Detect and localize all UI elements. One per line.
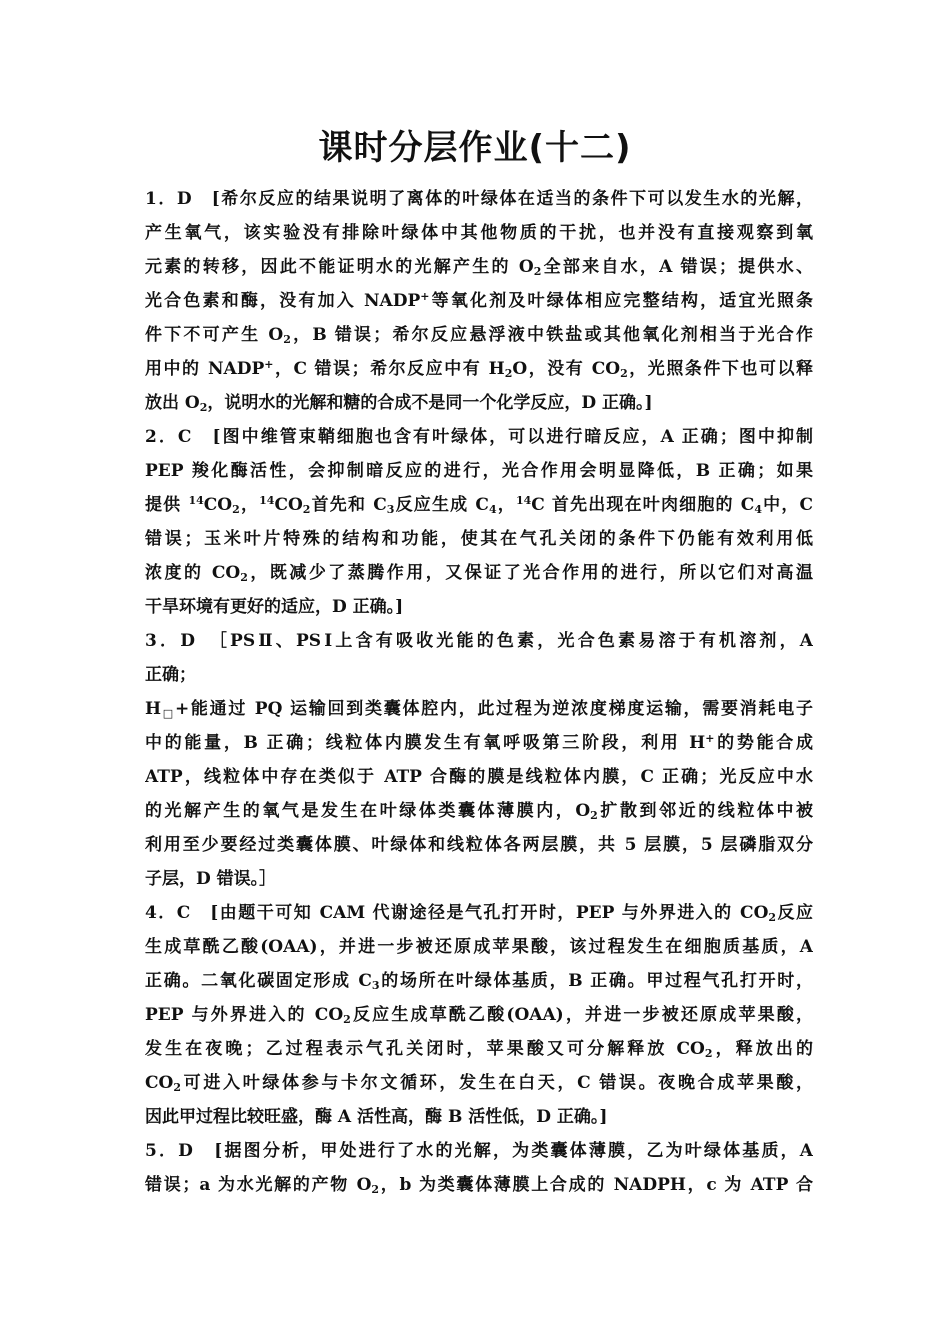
q2-line: 浓度的 $CO_2$，既减少了蒸腾作用，又保证了光合作用的进行，所以它们对高温: [145, 563, 813, 584]
q3-line: 正确；: [145, 665, 196, 685]
q1-line: 放出 $O_2$，说明水的光解和糖的合成不是同一个化学反应，D 正确。]: [145, 393, 653, 414]
q3-line: 子层，D 错误。］: [145, 869, 277, 889]
q2-line: PEP 羧化酶活性，会抑制暗反应的进行，光合作用会明显降低，B 正确；如果: [145, 461, 813, 481]
q4-line: 生成草酰乙酸(OAA)，并进一步被还原成苹果酸，该过程发生在细胞质基质，A: [145, 937, 813, 957]
q4-line: $CO_2$可进入叶绿体参与卡尔文循环，发生在白天，C 错误。夜晚合成苹果酸，: [145, 1073, 813, 1094]
q3-line: 3．D ［PSⅡ、PSⅠ上含有吸收光能的色素，光合色素易溶于有机溶剂，A: [145, 631, 813, 651]
q3-line: 中的能量，B 正确；线粒体内膜发生有氧呼吸第三阶段，利用 H+的势能合成: [145, 732, 813, 753]
q2-line: 提供 $^{14}CO_2$，$^{14}CO_2$首先和 $C_3$反应生成 $C_4$，$^{14}$C 首先出现在叶肉细胞的 $C_4$中，C: [145, 494, 813, 516]
q2-line: 干旱环境有更好的适应，D 正确。]: [145, 597, 404, 617]
q2-line: 2．C [图中维管束鞘细胞也含有叶绿体，可以进行暗反应，A 正确；图中抑制: [145, 427, 813, 447]
q3-line: 利用至少要经过类囊体膜、叶绿体和线粒体各两层膜，共 5 层膜，5 层磷脂双分: [145, 835, 813, 855]
page-title: 课时分层作业(十二): [318, 128, 632, 168]
q1-line: 用中的 NADP+，C 错误；希尔反应中有 $H_2O$，没有 $CO_2$，光照条件下也可以释: [145, 358, 813, 380]
q4-line: 正确。二氧化碳固定形成 $C_3$的场所在叶绿体基质，B 正确。甲过程气孔打开时，: [145, 971, 813, 992]
answer-body: [145, 182, 813, 1202]
q1-line: 件下不可产生 $O_2$，B 错误；希尔反应悬浮液中铁盐或其他氧化剂相当于光合作: [145, 325, 813, 346]
q1-line: 1．D [希尔反应的结果说明了离体的叶绿体在适当的条件下可以发生水的光解，: [145, 189, 813, 209]
q5-line: 错误；a 为水光解的产物 $O_2$，b 为类囊体薄膜上合成的 NADPH，c 为 ATP 合: [145, 1175, 813, 1196]
q2-line: 错误；玉米叶片特殊的结构和功能，使其在气孔关闭的条件下仍能有效利用低: [145, 529, 813, 549]
q4-line: 因此甲过程比较旺盛，酶 A 活性高，酶 B 活性低，D 正确。]: [145, 1107, 608, 1127]
q1-line: 产生氧气，该实验没有排除叶绿体中其他物质的干扰，也并没有直接观察到氧: [145, 223, 813, 243]
q1-line: 光合色素和酶，没有加入 NADP+等氧化剂及叶绿体相应完整结构，适宜光照条: [145, 290, 813, 311]
q4-line: 4．C [由题干可知 CAM 代谢途径是气孔打开时，PEP 与外界进入的 $CO_2$反应: [145, 903, 813, 924]
q3-line: ATP，线粒体中存在类似于 ATP 合酶的膜是线粒体内膜，C 正确；光反应中水: [145, 767, 813, 787]
q3-line: 的光解产生的氧气是发生在叶绿体类囊体薄膜内，$O_2$扩散到邻近的线粒体中被: [145, 801, 813, 822]
q4-line: 发生在夜晚；乙过程表示气孔关闭时，苹果酸又可分解释放 $CO_2$，释放出的: [145, 1039, 813, 1060]
q3-line: $H_□+$能通过 PQ 运输回到类囊体腔内，此过程为逆浓度梯度运输，需要消耗电子: [145, 699, 813, 720]
q4-line: PEP 与外界进入的 $CO_2$反应生成草酰乙酸(OAA)，并进一步被还原成苹果酸，: [145, 1005, 813, 1026]
q1-line: 元素的转移，因此不能证明水的光解产生的 $O_2$全部来自水，A 错误；提供水、: [145, 257, 813, 278]
q5-line: 5．D [据图分析，甲处进行了水的光解，为类囊体薄膜，乙为叶绿体基质，A: [145, 1141, 813, 1161]
